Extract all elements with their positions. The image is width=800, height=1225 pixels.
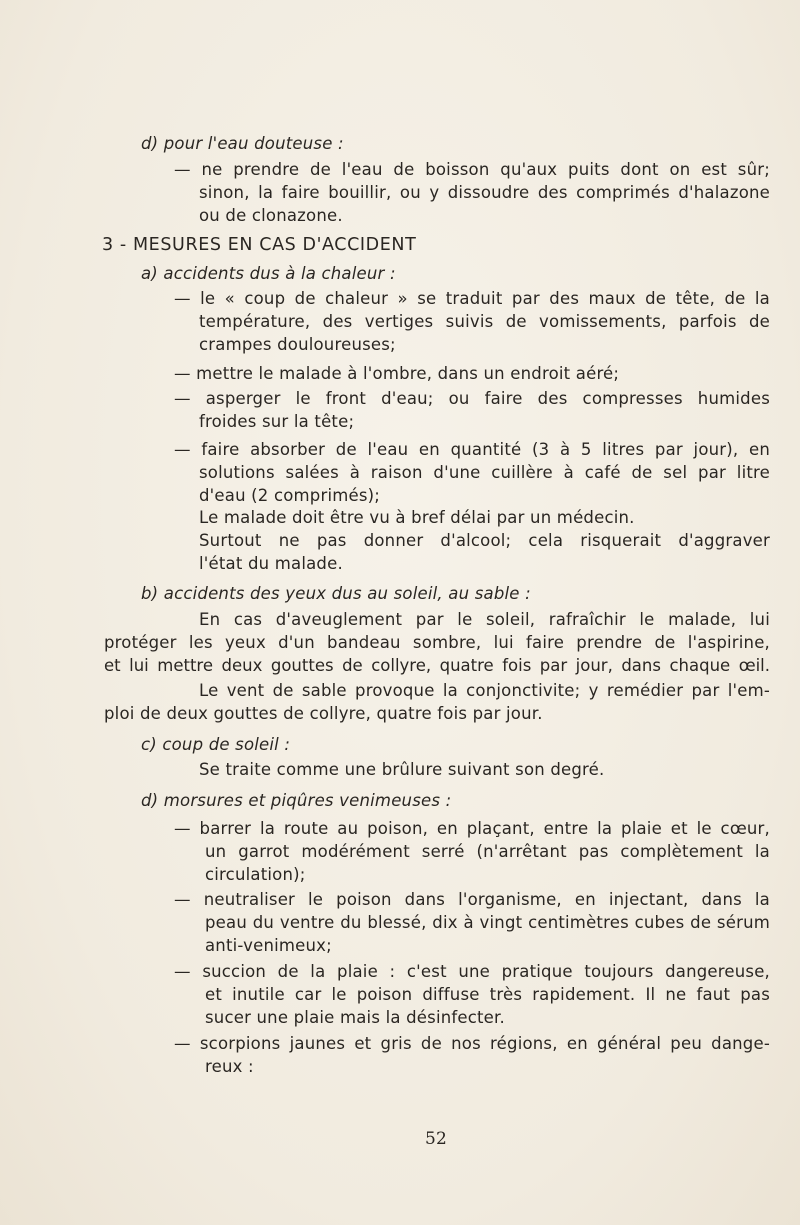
text-line: solutions salées à raison d'une cuillère à café de sel par litre <box>199 463 770 482</box>
text-line: ou de clonazone. <box>199 206 343 225</box>
text-line: reux : <box>205 1057 254 1076</box>
text-line: et lui mettre deux gouttes de collyre, quatre fois par jour, dans chaque œil. <box>104 656 770 675</box>
subsection-heading-c: c) coup de soleil : <box>141 735 291 754</box>
text-line: et inutile car le poison diffuse très rapidement. Il ne faut pas <box>205 985 770 1004</box>
text-line: un garrot modérément serré (n'arrêtant pas complètement la <box>205 842 770 861</box>
text-line: froides sur la tête; <box>199 412 355 431</box>
text-line: En cas d'aveuglement par le soleil, rafraîchir le malade, lui <box>199 610 770 629</box>
text-line: — le « coup de chaleur » se traduit par des maux de tête, de la <box>174 289 770 308</box>
text-line: température, des vertiges suivis de vomissements, parfois de <box>199 312 770 331</box>
text-line: — neutraliser le poison dans l'organisme, en injectant, dans la <box>174 890 770 909</box>
text-line: l'état du malade. <box>199 554 343 573</box>
text-line: d'eau (2 comprimés); <box>199 486 381 505</box>
text-line: — scorpions jaunes et gris de nos régions, en général peu dange- <box>174 1034 770 1053</box>
text-line: — barrer la route au poison, en plaçant, entre la plaie et le cœur, <box>174 819 770 838</box>
text-line: crampes douloureuses; <box>199 335 396 354</box>
text-line: peau du ventre du blessé, dix à vingt centimètres cubes de sérum <box>205 913 770 932</box>
text-line: Surtout ne pas donner d'alcool; cela risquerait d'aggraver <box>199 531 770 550</box>
text-line: — ne prendre de l'eau de boisson qu'aux puits dont on est sûr; <box>174 160 770 179</box>
text-line: anti-venimeux; <box>205 936 332 955</box>
text-line: protéger les yeux d'un bandeau sombre, lui faire prendre de l'aspirine, <box>104 633 770 652</box>
text-line: Le vent de sable provoque la conjonctivite; y remédier par l'em- <box>199 681 770 700</box>
text-line: — mettre le malade à l'ombre, dans un endroit aéré; <box>174 364 620 383</box>
text-line: — asperger le front d'eau; ou faire des compresses humides <box>174 389 770 408</box>
page-number: 52 <box>425 1129 448 1149</box>
text-line: sinon, la faire bouillir, ou y dissoudre des comprimés d'halazone <box>199 183 770 202</box>
text-line: circulation); <box>205 865 306 884</box>
subsection-heading-b: b) accidents des yeux dus au soleil, au sable : <box>141 584 531 603</box>
text-line: Se traite comme une brûlure suivant son degré. <box>199 760 605 779</box>
text-line: — succion de la plaie : c'est une pratique toujours dangereuse, <box>174 962 770 981</box>
text-line: sucer une plaie mais la désinfecter. <box>205 1008 505 1027</box>
section-title-3: 3 - MESURES EN CAS D'ACCIDENT <box>102 235 417 255</box>
text-line: Le malade doit être vu à bref délai par un médecin. <box>199 508 635 527</box>
section-heading-d-water: d) pour l'eau douteuse : <box>141 134 344 153</box>
text-line: — faire absorber de l'eau en quantité (3 à 5 litres par jour), en <box>174 440 770 459</box>
text-line: ploi de deux gouttes de collyre, quatre fois par jour. <box>104 704 543 723</box>
subsection-heading-d-bites: d) morsures et piqûres venimeuses : <box>141 791 452 810</box>
subsection-heading-a: a) accidents dus à la chaleur : <box>141 264 396 283</box>
